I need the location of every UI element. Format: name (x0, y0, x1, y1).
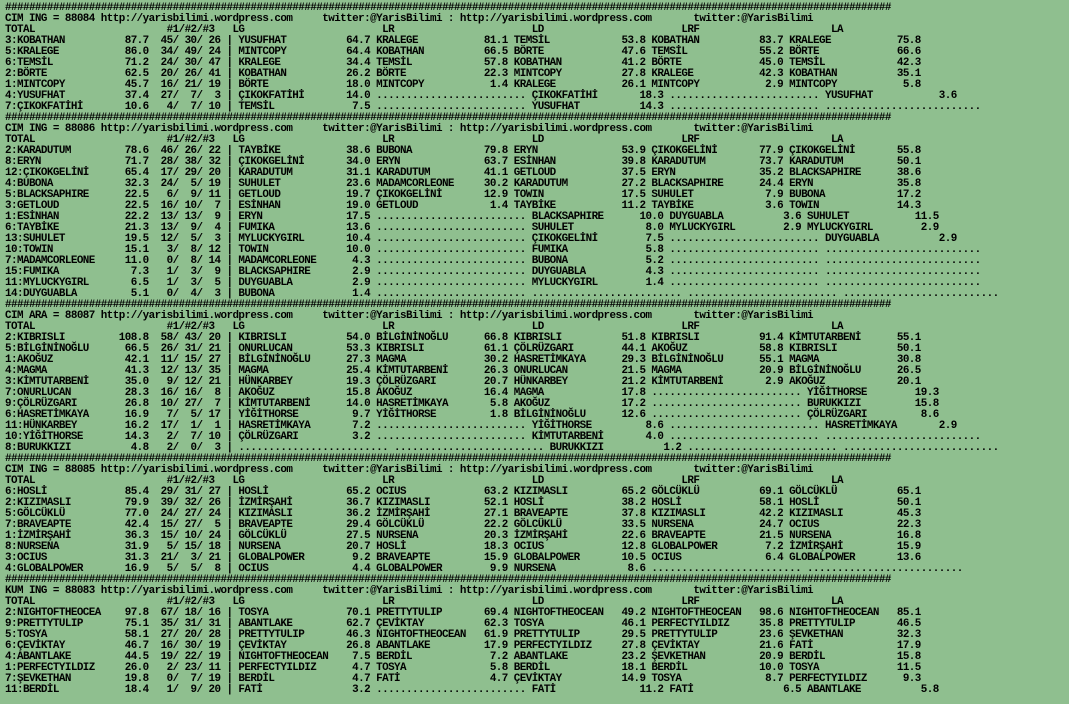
column-header-row: TOTAL #1/#2/#3 LG LR LD LRF LA (5, 475, 843, 487)
data-row: 11:MYLUCKYGIRL 6.5 1/ 3/ 5 | DUYGUABLA 2.9 ......................... MYLUCKYGIRL 1.4 ......................... .......................... (5, 277, 981, 289)
data-row: 4:YUSUFHAT 37.4 27/ 7/ 3 | ÇIKOKFATİHİ 14.0 ......................... ÇIKOKFATİHİ 18.3 ......................... YUSUFHAT 3.6 (5, 90, 957, 102)
data-row: 1:AKOĞUZ 42.1 11/ 15/ 27 | BİLGİNİNOĞLU 27.3 MAGMA 30.2 HASRETİMKAYA 29.3 BİLGİNİNOĞLU 55.1 MAGMA 30.8 (5, 354, 921, 366)
race-header: CIM ING = 88085 http://yarisbilimi.wordpress.com twitter:@YarisBilimi : http://yarisbilimi.wordpress.com twitter:@YarisBilimi (5, 464, 814, 476)
data-row: 5:KRALEGE 86.0 34/ 49/ 24 | MINTCOPY 64.4 KOBATHAN 66.5 BÖRTE 47.6 TEMSİL 55.2 BÖRTE 66.6 (5, 46, 921, 58)
data-row: 5:TOSYA 58.1 27/ 20/ 28 | PRETTYTULIP 46.3 NIGHTOFTHEOCEAN 61.9 PRETTYTULIP 29.5 PRETTYTULIP 23.6 ŞEVKETHAN 32.3 (5, 629, 921, 641)
data-row: 10:TOWIN 15.1 3/ 8/ 12 | TOWIN 10.0 ......................... FUMIKA 5.8 ......................... .......................... (5, 244, 981, 256)
data-row: 2:KIZIMASLI 79.9 39/ 32/ 26 | İZMİRŞAHİ 36.7 KIZIMASLI 52.1 HOSLİ 38.2 HOSLİ 58.1 HOSLİ 50.1 (5, 497, 921, 509)
race-header: CIM ING = 88084 http://yarisbilimi.wordpress.com twitter:@YarisBilimi : http://yarisbilimi.wordpress.com twitter:@YarisBilimi (5, 13, 814, 25)
column-header-row: TOTAL #1/#2/#3 LG LR LD LRF LA (5, 596, 843, 608)
column-header-row: TOTAL #1/#2/#3 LG LR LD LRF LA (5, 134, 843, 146)
data-row: 6:TEMSİL 71.2 24/ 30/ 47 | KRALEGE 34.4 TEMSİL 57.8 KOBATHAN 41.2 BÖRTE 45.0 TEMSİL 42.3 (5, 57, 921, 69)
data-row: 1:İZMİRŞAHİ 36.3 15/ 10/ 24 | GÖLCÜKLÜ 27.5 NURSENA 20.3 İZMİRŞAHİ 22.6 BRAVEAPTE 21.5 NURSENA 16.8 (5, 530, 921, 542)
separator-line: #################################################################################################################################################### (5, 299, 891, 311)
column-header-row: TOTAL #1/#2/#3 LG LR LD LRF LA (5, 24, 843, 36)
data-row: 7:ÇIKOKFATİHİ 10.6 4/ 7/ 10 | TEMSİL 7.5 ......................... YUSUFHAT 14.3 ......................... .......................... (5, 101, 981, 113)
data-row: 5:GÖLCÜKLÜ 77.0 24/ 27/ 24 | KIZIMASLI 36.2 İZMİRŞAHİ 27.1 BRAVEAPTE 37.8 KIZIMASLI 42.2 KIZIMASLI 45.3 (5, 508, 921, 520)
data-row: 3:KİMTUTARBENİ 35.0 9/ 12/ 21 | HÜNKARBEY 19.3 ÇÖLRÜZGARI 20.7 HÜNKARBEY 21.2 KİMTUTARBENİ 2.9 AKOĞUZ 20.1 (5, 376, 921, 388)
data-row: 11:HÜNKARBEY 16.2 17/ 1/ 1 | HASRETİMKAYA 7.2 ......................... YİĞİTHORSE 8.6 ......................... HASRETİMKAYA 2.9 (5, 420, 957, 432)
race-header: CIM ING = 88086 http://yarisbilimi.wordpress.com twitter:@YarisBilimi : http://yarisbilimi.wordpress.com twitter:@YarisBilimi (5, 123, 814, 135)
data-row: 7:BRAVEAPTE 42.4 15/ 27/ 5 | BRAVEAPTE 29.4 GÖLCÜKLÜ 22.2 GÖLCÜKLÜ 33.5 NURSENA 24.7 OCIUS 22.3 (5, 519, 921, 531)
data-row: 4:MAGMA 41.3 12/ 13/ 35 | MAGMA 25.4 KİMTUTARBENİ 26.3 ONURLUCAN 21.5 MAGMA 20.9 BİLGİNİNOĞLU 26.5 (5, 365, 921, 377)
data-row: 3:GETLOUD 22.5 16/ 10/ 7 | ESİNHAN 19.0 GETLOUD 1.4 TAYBİKE 11.2 TAYBİKE 3.6 TOWIN 14.3 (5, 200, 921, 212)
data-row: 4:BUBONA 32.3 24/ 5/ 19 | SUHULET 23.6 MADAMCORLEONE 30.2 KARADUTUM 27.2 BLACKSAPHIRE 24.4 ERYN 35.8 (5, 178, 921, 190)
data-row: 6:HOSLİ 85.4 29/ 31/ 27 | HOSLİ 65.2 OCIUS 63.2 KIZIMASLI 65.2 GÖLCÜKLÜ 69.1 GÖLCÜKLÜ 65.1 (5, 486, 921, 498)
data-row: 1:MINTCOPY 45.7 16/ 21/ 19 | BÖRTE 18.0 MINTCOPY 1.4 KRALEGE 26.1 MINTCOPY 2.9 MINTCOPY 5.8 (5, 79, 921, 91)
data-row: 6:HASRETİMKAYA 16.9 7/ 5/ 17 | YİĞİTHORSE 9.7 YİĞİTHORSE 1.8 BİLGİNİNOĞLU 12.6 ......................... ÇÖLRÜZGARI 8.6 (5, 409, 939, 421)
data-row: 1:PERFECTYILDIZ 26.0 2/ 23/ 11 | PERFECTYILDIZ 4.7 TOSYA 5.8 BERDİL 18.1 BERDİL 10.0 TOSYA 11.5 (5, 662, 921, 674)
data-row: 7:MADAMCORLEONE 11.0 0/ 8/ 14 | MADAMCORLEONE 4.3 ......................... BUBONA 5.2 ......................... .......................... (5, 255, 981, 267)
data-row: 3:KOBATHAN 87.7 45/ 30/ 26 | YUSUFHAT 64.7 KRALEGE 81.1 TEMSİL 53.8 KOBATHAN 83.7 KRALEGE 75.8 (5, 35, 921, 47)
data-row: 5:BLACKSAPHIRE 22.5 6/ 9/ 11 | GETLOUD 19.7 ÇIKOKGELİNİ 12.9 TOWIN 17.5 SUHULET 7.9 BUBONA 17.2 (5, 189, 921, 201)
data-row: 2:KARADUTUM 78.6 46/ 26/ 22 | TAYBİKE 38.6 BUBONA 79.8 ERYN 53.9 ÇIKOKGELİNİ 77.9 ÇIKOKGELİNİ 55.8 (5, 145, 921, 157)
data-row: 2:BÖRTE 62.5 20/ 26/ 41 | KOBATHAN 26.2 BÖRTE 22.3 MINTCOPY 27.8 KRALEGE 42.3 KOBATHAN 35.1 (5, 68, 921, 80)
data-row: 15:FUMIKA 7.3 1/ 3/ 9 | BLACKSAPHIRE 2.9 ......................... DUYGUABLA 4.3 ......................... .......................... (5, 266, 981, 278)
data-row: 5:BİLGİNİNOĞLU 66.5 26/ 31/ 21 | ONURLUCAN 53.3 KIBRISLI 61.1 ÇÖLRÜZGARI 44.1 AKOĞUZ 58.8 KIBRISLI 50.1 (5, 343, 921, 355)
data-row: 2:KIBRISLI 108.8 58/ 43/ 20 | KIBRISLI 54.0 BİLGİNİNOĞLU 66.8 KIBRISLI 51.8 KIBRISLI 91.4 KİMTUTARBENİ 55.1 (5, 332, 921, 344)
data-row: 13:SUHULET 19.5 12/ 5/ 3 | MYLUCKYGIRL 10.4 ......................... ÇIKOKGELİNİ 7.5 ......................... DUYGUABLA 2.9 (5, 233, 957, 245)
data-row: 8:BURUKKIZI 4.8 2/ 0/ 3 | ......................... ......................... BURUKKIZI 1.2 ......................... .......................... (5, 442, 999, 454)
data-row: 3:OCIUS 31.3 21/ 3/ 21 | GLOBALPOWER 9.2 BRAVEAPTE 15.9 GLOBALPOWER 10.5 OCIUS 6.4 GLOBALPOWER 13.6 (5, 552, 921, 564)
data-row: 2:NIGHTOFTHEOCEA 97.8 67/ 18/ 16 | TOSYA 70.1 PRETTYTULIP 69.4 NIGHTOFTHEOCEAN 49.2 NIGHTOFTHEOCEAN 98.6 NIGHTOFTHEOCEAN 85.1 (5, 607, 921, 619)
data-row: 6:ÇEVİKTAY 46.7 16/ 30/ 19 | ÇEVİKTAY 26.8 ABANTLAKE 17.9 PERFECTYILDIZ 27.8 ÇEVİKTAY 21.6 FATİ 17.9 (5, 640, 921, 652)
separator-line: #################################################################################################################################################### (5, 453, 891, 465)
data-row: 8:ERYN 71.7 28/ 38/ 32 | ÇIKOKGELİNİ 34.0 ERYN 63.7 ESİNHAN 39.8 KARADUTUM 73.7 KARADUTUM 50.1 (5, 156, 921, 168)
race-header: CIM ARA = 88087 http://yarisbilimi.wordpress.com twitter:@YarisBilimi : http://yarisbilimi.wordpress.com twitter:@YarisBilimi (5, 310, 814, 322)
data-row: 1:ESİNHAN 22.2 13/ 13/ 9 | ERYN 17.5 ......................... BLACKSAPHIRE 10.0 DUYGUABLA 3.6 SUHULET 11.5 (5, 211, 939, 223)
separator-line: #################################################################################################################################################### (5, 574, 891, 586)
race-header: KUM ING = 88083 http://yarisbilimi.wordpress.com twitter:@YarisBilimi : http://yarisbilimi.wordpress.com twitter:@YarisBilimi (5, 585, 814, 597)
data-row: 4:GLOBALPOWER 16.9 5/ 5/ 8 | OCIUS 4.4 GLOBALPOWER 9.9 NURSENA 8.6 ......................... .......................... (5, 563, 963, 575)
data-row: 8:NURSENA 31.9 5/ 15/ 18 | NURSENA 20.7 HOSLİ 18.3 OCIUS 12.8 GLOBALPOWER 7.2 İZMİRŞAHİ 15.9 (5, 541, 921, 553)
data-row: 9:ÇÖLRÜZGARI 26.8 10/ 27/ 7 | KİMTUTARBENİ 14.0 HASRETİMKAYA 5.8 AKOĞUZ 17.2 ......................... BURUKKIZI 15.8 (5, 398, 939, 410)
data-row: 4:ABANTLAKE 44.5 19/ 22/ 19 | NIGHTOFTHEOCEAN 7.5 BERDİL 7.2 ABANTLAKE 23.2 ŞEVKETHAN 20.9 BERDİL 15.8 (5, 651, 921, 663)
separator-line: #################################################################################################################################################### (5, 2, 891, 14)
data-row: 9:PRETTYTULIP 75.1 35/ 31/ 31 | ABANTLAKE 62.7 ÇEVİKTAY 62.3 TOSYA 46.1 PERFECTYILDIZ 35.8 PRETTYTULIP 46.5 (5, 618, 921, 630)
data-row: 7:ONURLUCAN 28.3 16/ 16/ 8 | AKOĞUZ 15.8 AKOĞUZ 16.4 MAGMA 17.8 ......................... YİĞİTHORSE 19.3 (5, 387, 939, 399)
data-row: 6:TAYBİKE 21.3 13/ 9/ 4 | FUMIKA 13.6 ......................... SUHULET 8.0 MYLUCKYGIRL 2.9 MYLUCKYGIRL 2.9 (5, 222, 939, 234)
data-row: 12:ÇIKOKGELİNİ 65.4 17/ 29/ 20 | KARADUTUM 31.1 KARADUTUM 41.1 GETLOUD 37.5 ERYN 35.2 BLACKSAPHIRE 38.6 (5, 167, 921, 179)
data-row: 11:BERDİL 18.4 1/ 9/ 20 | FATİ 3.2 ......................... FATİ 11.2 FATİ 6.5 ABANTLAKE 5.8 (5, 684, 939, 696)
separator-line: #################################################################################################################################################### (5, 112, 891, 124)
data-row: 14:DUYGUABLA 5.1 0/ 4/ 3 | BUBONA 1.4 ......................... ......................... ......................... .......................... (5, 288, 999, 300)
data-row: 7:ŞEVKETHAN 19.8 0/ 7/ 19 | BERDİL 4.7 FATİ 4.7 ÇEVİKTAY 14.9 TOSYA 8.7 PERFECTYILDIZ 9.3 (5, 673, 921, 685)
data-row: 10:YİĞİTHORSE 14.3 2/ 7/ 10 | ÇÖLRÜZGARI 3.2 ......................... KİMTUTARBENİ 4.0 ......................... .......................... (5, 431, 981, 443)
column-header-row: TOTAL #1/#2/#3 LG LR LD LRF LA (5, 321, 843, 333)
